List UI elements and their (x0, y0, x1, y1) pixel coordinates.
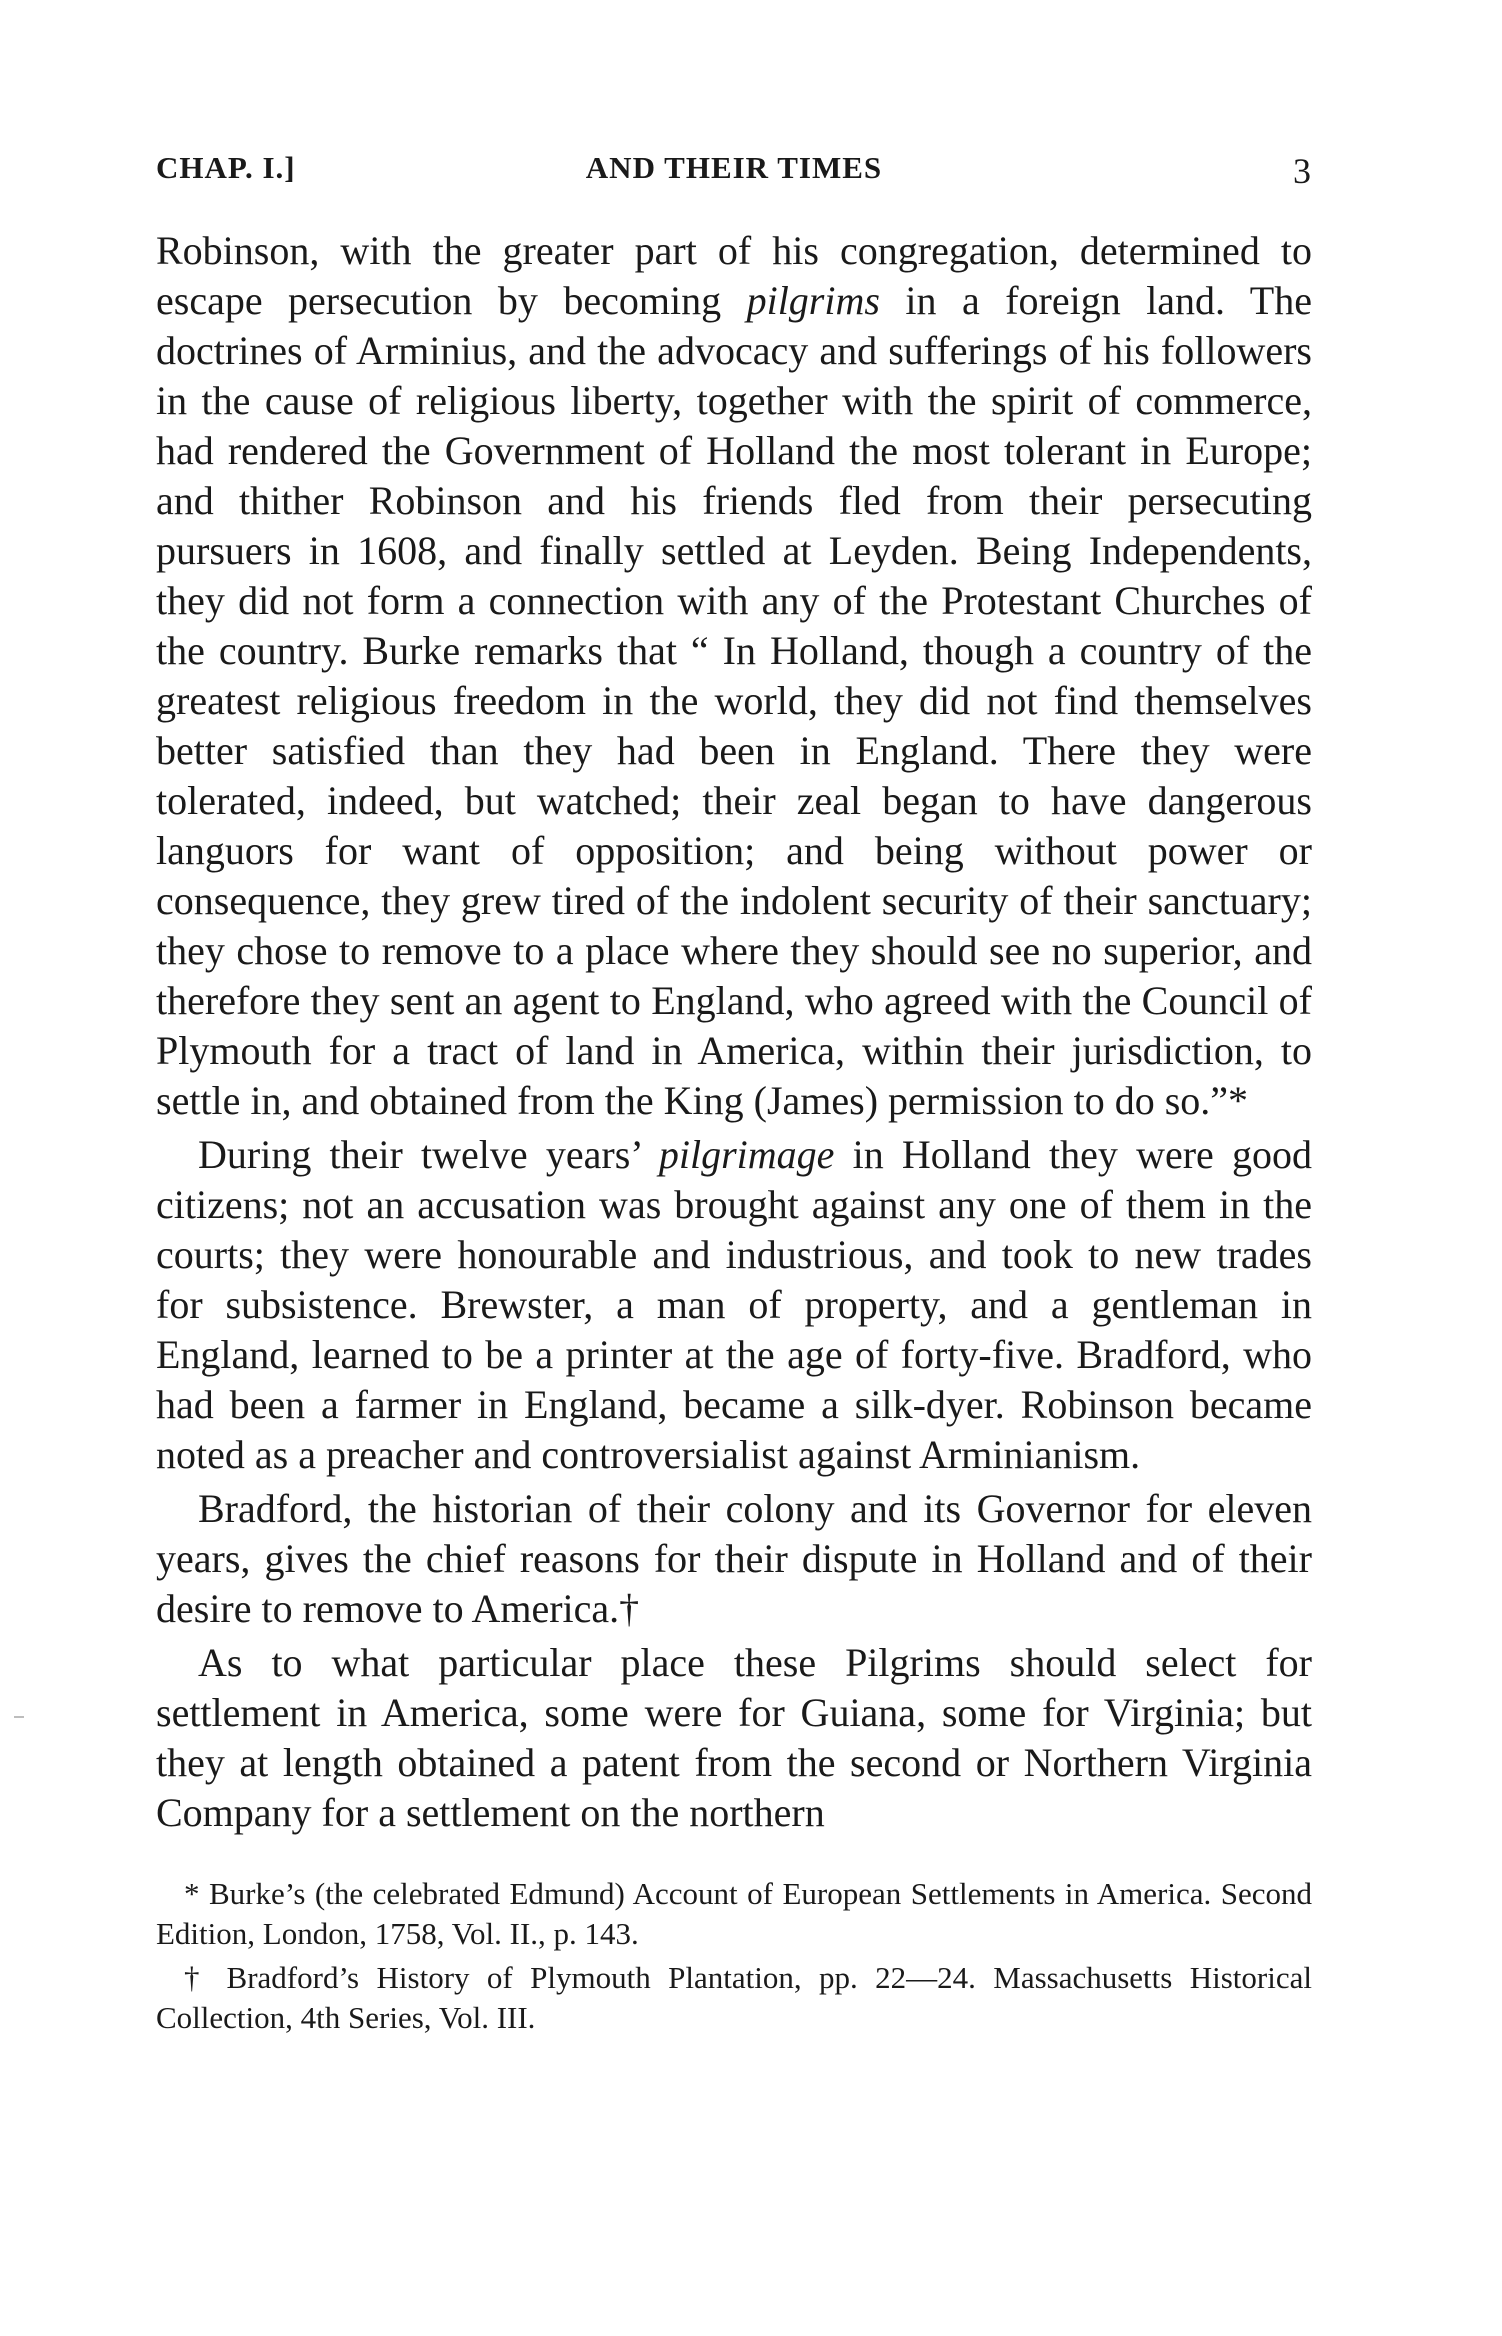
paragraph-3: Bradford, the historian of their colony and its Governor for eleven years, gives the chief reasons for their dispute in Holland and of their desire to remove to America.† (156, 1486, 1312, 1631)
footnotes (156, 1874, 1312, 2038)
paragraph-4: As to what particular place these Pilgrims should select for settlement in America, some were for Guiana, some for Virginia; but they at length obtained a patent from the second or Northern Virginia Company for a settlement on the northern (156, 1640, 1312, 1835)
paragraph-2-text-b: in Holland they were good citizens; not an accusation was brought against any one of them in the courts; they were honourable and industrious, and took to new trades for subsistence. Brewster, a man of property, and a gentleman in England, learned to be a printer at the age of forty-five. Bradford, who had been a farmer in England, became a silk-dyer. Robinson became noted as a preacher and controversialist against Arminianism. (156, 1132, 1313, 1477)
page-number: 3 (1293, 151, 1312, 191)
body-text (156, 226, 1312, 1838)
paragraph-2-text-a: During their twelve years’ (198, 1132, 659, 1177)
footnote-2: † Bradford’s History of Plymouth Plantation, pp. 22—24. Massachusetts Historical Collection, 4th Series, Vol. III. (156, 1960, 1312, 2035)
margin-mark (14, 1716, 24, 1718)
paragraph-2 (156, 1130, 1312, 1480)
running-head (156, 150, 1312, 206)
paragraph-1-emphasis: pilgrims (746, 278, 880, 323)
paragraph-1 (156, 226, 1312, 1126)
book-page (156, 150, 1312, 2042)
paragraph-1-text-b: in a foreign land. The doctrines of Arminius, and the advocacy and sufferings of his followers in the cause of religious liberty, together with the spirit of commerce, had rendered the Government of Holland the most tolerant in Europe; and thither Robinson and his friends fled from their persecuting pursuers in 1608, and finally settled at Leyden. Being Independents, they did not form a connection with any of the Protestant Churches of the country. Burke remarks that “ In Holland, though a country of the greatest religious freedom in the world, they did not find themselves better satisfied than they had been in England. There they were tolerated, indeed, but watched; their zeal began to have dangerous languors for want of opposition; and being without power or consequence, they grew tired of the indolent security of their sanctuary; they chose to remove to a place where they should see no superior, and therefore they sent an agent to England, who agreed with the Council of Plymouth for a tract of land in America, within their jurisdiction, to settle in, and obtained from the King (James) permission to do so.”* (156, 278, 1312, 1123)
paragraph-2-emphasis: pilgrimage (658, 1132, 835, 1177)
footnote-1: * Burke’s (the celebrated Edmund) Account of European Settlements in America. Second Edition, London, 1758, Vol. II., p. 143. (156, 1876, 1312, 1951)
chapter-label: CHAP. I.] (156, 150, 296, 185)
paragraph-1-text-a: Robinson, with the greater part of his congregation, determined to escape persecution by becoming (156, 228, 1312, 323)
running-title: AND THEIR TIMES (585, 150, 883, 185)
